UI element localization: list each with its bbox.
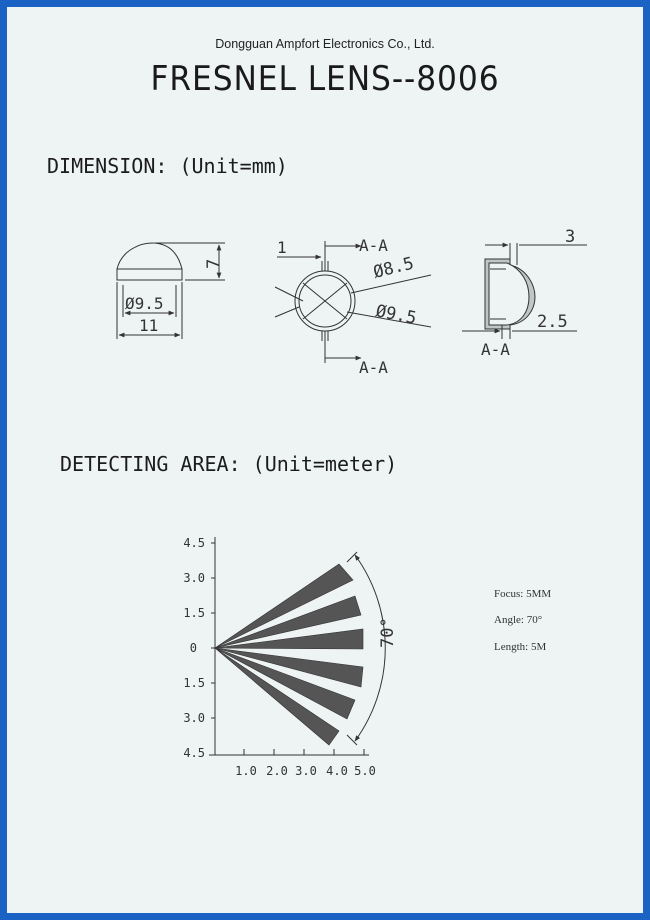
top-inner-diameter-label: Ø8.5 bbox=[371, 253, 416, 283]
top-wall-label: 1 bbox=[277, 238, 287, 257]
y-tick-label: 4.5 bbox=[183, 536, 205, 550]
section-label: A-A bbox=[481, 340, 510, 359]
section-top-dim-label: 3 bbox=[565, 227, 576, 247]
front-width-label: 11 bbox=[139, 316, 159, 335]
front-diameter-label: Ø9.5 bbox=[125, 294, 164, 313]
page-title: FRESNEL LENS--8006 bbox=[150, 59, 500, 99]
angle-spec: Angle: 70° bbox=[494, 614, 543, 626]
y-tick-label: 1.5 bbox=[183, 606, 205, 620]
focus-spec: Focus: 5MM bbox=[494, 588, 552, 600]
top-outer-diameter-label: Ø9.5 bbox=[374, 301, 419, 329]
x-tick-label: 2.0 bbox=[266, 764, 288, 778]
company-name: Dongguan Ampfort Electronics Co., Ltd. bbox=[215, 37, 435, 51]
x-tick-label: 3.0 bbox=[295, 764, 317, 778]
detecting-area-chart bbox=[183, 536, 398, 778]
length-spec: Length: 5M bbox=[494, 641, 547, 653]
technical-drawings bbox=[7, 7, 643, 913]
y-tick-label: 3.0 bbox=[183, 711, 205, 725]
detecting-area-heading: DETECTING AREA: (Unit=meter) bbox=[60, 452, 398, 476]
x-tick-label: 5.0 bbox=[354, 764, 376, 778]
y-tick-label: 0 bbox=[189, 641, 197, 655]
y-tick-label: 1.5 bbox=[183, 676, 205, 690]
dimension-heading: DIMENSION: (Unit=mm) bbox=[47, 154, 288, 178]
angle-label: 70° bbox=[378, 617, 398, 648]
front-view-drawing bbox=[117, 243, 225, 339]
top-section-label-top: A-A bbox=[359, 236, 388, 255]
front-height-label: 7 bbox=[204, 258, 224, 269]
section-view-drawing bbox=[462, 243, 587, 339]
x-tick-label: 4.0 bbox=[326, 764, 348, 778]
y-tick-label: 3.0 bbox=[183, 571, 205, 585]
section-bottom-dim-label: 2.5 bbox=[537, 312, 568, 332]
x-tick-label: 1.0 bbox=[235, 764, 257, 778]
document-page bbox=[7, 7, 643, 913]
top-section-label-bottom: A-A bbox=[359, 358, 388, 377]
y-tick-label: 4.5 bbox=[183, 746, 205, 760]
detection-beam-3 bbox=[215, 629, 363, 649]
